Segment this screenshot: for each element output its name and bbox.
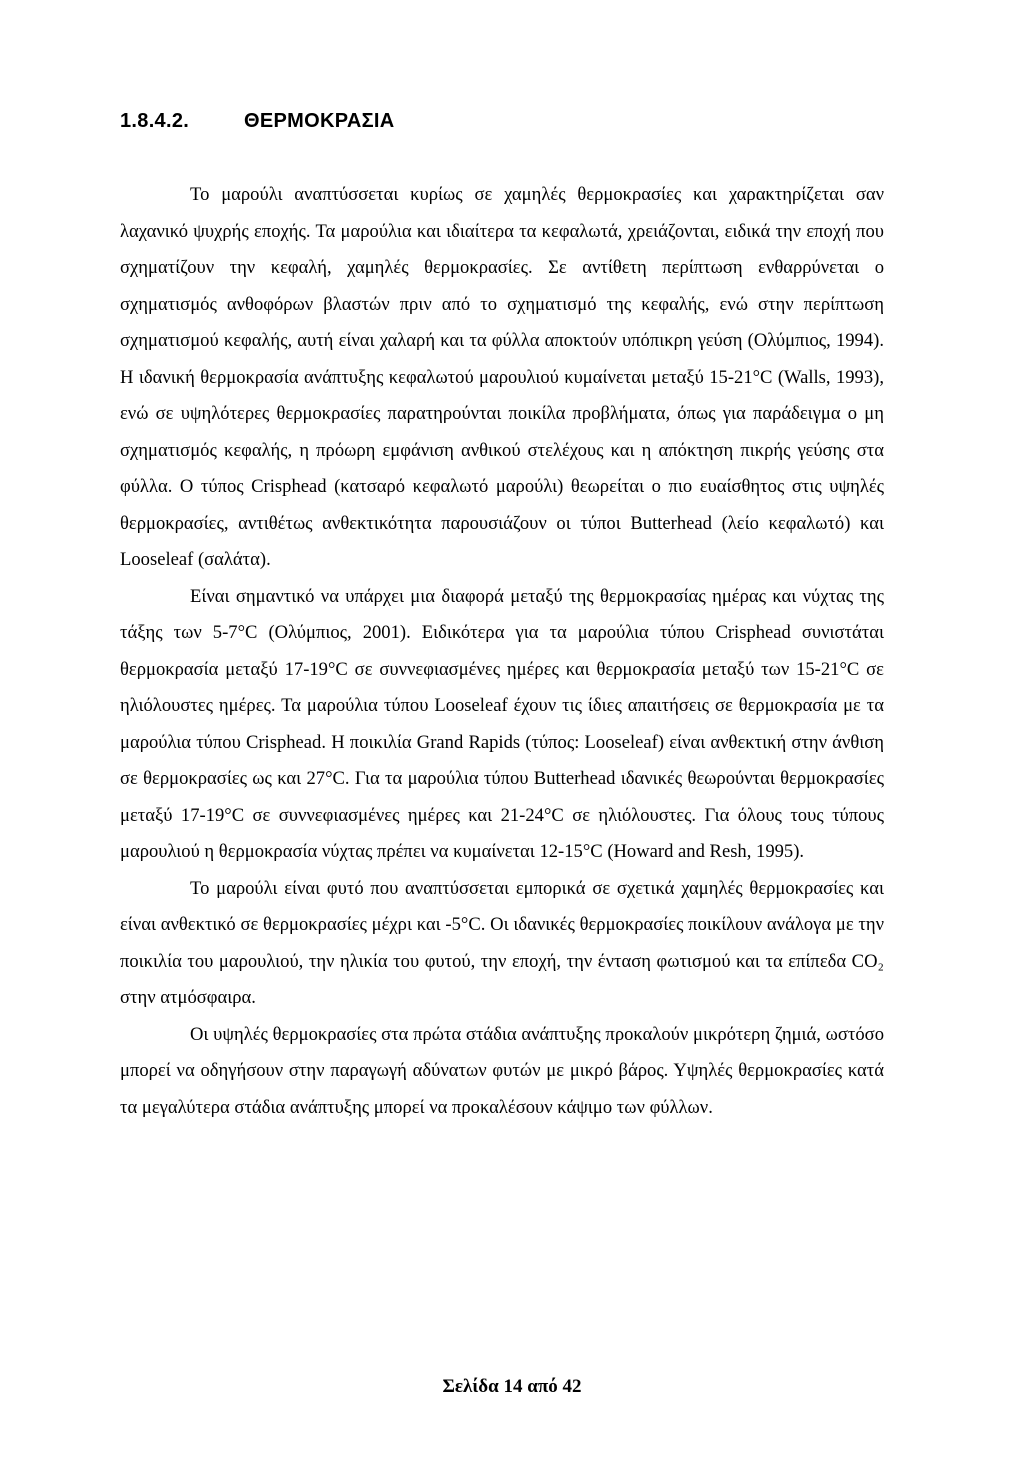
paragraph-2: Είναι σημαντικό να υπάρχει μια διαφορά μεταξύ της θερμοκρασίας ημέρας και νύχτας της τάξης των 5-7°C (Ολύμπιος, 2001). Ειδικότερα για τα μαρούλια τύπου Crisphead συνιστάται θερμοκρασία μεταξύ 17-19°C σε συννεφιασμένες ημέρες και θερμοκρασία μεταξύ των 15-21°C σε ηλιόλουστες ημέρες. Τα μαρούλια τύπου Looseleaf έχουν τις ίδιες απαιτήσεις σε θερμοκρασία με τα μαρούλια τύπου Crisphead. Η ποικιλία Grand Rapids (τύπος: Looseleaf) είναι ανθεκτική στην άνθιση σε θερμοκρασίες ως και 27°C. Για τα μαρούλια τύπου Butterhead ιδανικές θεωρούνται θερμοκρασίες μεταξύ 17-19°C σε συννεφιασμένες ημέρες και 21-24°C σε ηλιόλουστες. Για όλους τους τύπους μαρουλιού η θερμοκρασία νύχτας πρέπει να κυμαίνεται 12-15°C (Howard and Resh, 1995). bbox=[120, 585, 884, 862]
section-heading bbox=[120, 110, 395, 133]
page-footer: Σελίδα 14 από 42 bbox=[442, 1376, 582, 1397]
paragraph-3: Το μαρούλι είναι φυτό που αναπτύσσεται εμπορικά σε σχετικά χαμηλές θερμοκρασίες και είναι ανθεκτικό σε θερμοκρασίες μέχρι και -5°C. Οι ιδανικές θερμοκρασίες ποικίλουν ανάλογα με την ποικιλία του μαρουλιού, την ηλικία του φυτού, την εποχή, την ένταση φωτισμού και τα επίπεδα CO₂ στην ατμόσφαιρα. bbox=[120, 877, 884, 1008]
section-title: ΘΕΡΜΟΚΡΑΣΙΑ bbox=[244, 110, 395, 132]
paragraph-4: Οι υψηλές θερμοκρασίες στα πρώτα στάδια ανάπτυξης προκαλούν μικρότερη ζημιά, ωστόσο μπορεί να οδηγήσουν στην παραγωγή αδύνατων φυτών με μικρό βάρος. Υψηλές θερμοκρασίες κατά τα μεγαλύτερα στάδια ανάπτυξης μπορεί να προκαλέσουν κάψιμο των φύλλων. bbox=[120, 1023, 884, 1118]
section-number: 1.8.4.2. bbox=[120, 110, 190, 132]
section-body bbox=[120, 177, 884, 1126]
paragraph-1: Το μαρούλι αναπτύσσεται κυρίως σε χαμηλές θερμοκρασίες και χαρακτηρίζεται σαν λαχανικό ψυχρής εποχής. Τα μαρούλια και ιδιαίτερα τα κεφαλωτά, χρειάζονται, ειδικά την εποχή που σχηματίζουν την κεφαλή, χαμηλές θερμοκρασίες. Σε αντίθετη περίπτωση ενθαρρύνεται ο σχηματισμός ανθοφόρων βλαστών πριν από το σχηματισμό της κεφαλής, ενώ στην περίπτωση σχηματισμού κεφαλής, αυτή είναι χαλαρή και τα φύλλα αποκτούν υπόπικρη γεύση (Ολύμπιος, 1994). Η ιδανική θερμοκρασία ανάπτυξης κεφαλωτού μαρουλιού κυμαίνεται μεταξύ 15-21°C (Walls, 1993), ενώ σε υψηλότερες θερμοκρασίες παρατηρούνται ποικίλα προβλήματα, όπως για παράδειγμα ο μη σχηματισμός κεφαλής, η πρόωρη εμφάνιση ανθικού στελέχους και η απόκτηση πικρής γεύσης στα φύλλα. Ο τύπος Crisphead (κατσαρό κεφαλωτό μαρούλι) θεωρείται ο πιο ευαίσθητος στις υψηλές θερμοκρασίες, αντιθέτως ανθεκτικότητα παρουσιάζουν οι τύποι Butterhead (λείο κεφαλωτό) και Looseleaf (σαλάτα). bbox=[120, 184, 884, 570]
